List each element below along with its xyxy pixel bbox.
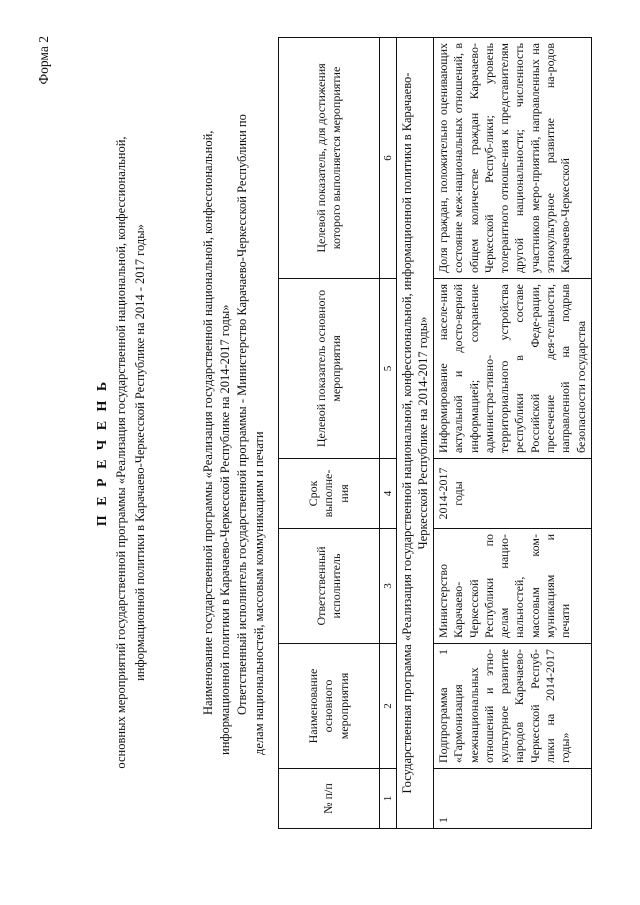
header-goal-indicator: Целевой показатель, для достижения которого выполняется мероприятие [279, 38, 380, 279]
measures-table [278, 37, 592, 829]
header-term: Срок выполне-ния [279, 459, 380, 529]
header-target-indicator: Целевой показатель основного мероприятия [279, 279, 380, 459]
column-number: 3 [380, 529, 397, 644]
header-measure-name: Наименование основного мероприятия [279, 644, 380, 769]
header-number: № п/п [279, 769, 380, 829]
column-number: 1 [380, 769, 397, 829]
row-term: 2014-2017 годы [434, 459, 592, 529]
column-number: 6 [380, 38, 397, 279]
title-block [95, 0, 149, 905]
section-title: Государственная программа «Реализация государственной национальной, конфессиональной, информационной политики в Карачаево-Черкесской Республике на 2014-2017 годы» [397, 38, 434, 829]
form-label: Форма 2 [36, 36, 51, 85]
document-subtitle-line2: информационной политики в Карачаево-Черкесской Республике на 2014 - 2017 годы» [133, 224, 147, 681]
document-title: П Е Р Е Ч Е Н Ь [95, 378, 110, 527]
row-measure-name: Подпрограмма 1 «Гармонизация межнациональных отношений и этно-культурное развитие народов Карачаево-Черкесской Респуб-лики на 2014-2017 годы» [434, 644, 592, 769]
row-goal-indicator: Доля граждан, положительно оценивающих состояние меж-национальных отношений, в общем количестве граждан Карачаево-Черкесской Респуб-лики; уровень толерантного отноше-ния к представителям другой национальности; численность участников меро-приятий, направленных на этнокультурное развитие на-родов Карачаево-Черкесской [434, 38, 592, 279]
column-number: 2 [380, 644, 397, 769]
column-number: 5 [380, 279, 397, 459]
column-number-row [380, 38, 397, 829]
executor-line2: делам национальностей, массовым коммуникациям и печати [252, 431, 266, 755]
executor-line1: Ответственный исполнитель государственной программы - Министерство Карачаево-Черкесской Республики по [235, 114, 249, 715]
column-number: 4 [380, 459, 397, 529]
row-number: 1 [434, 769, 592, 829]
table-row [434, 38, 592, 829]
header-executor: Ответственный исполнитель [279, 529, 380, 644]
row-executor: Министерство Карачаево-Черкесской Республики по делам нацио-нальностей, массовым ком-муникациям и печати [434, 529, 592, 644]
table-header-row [279, 38, 380, 829]
row-target-indicator: Информирование населе-ния актуальной и досто-верной информацией; сохранение администра-тивно-территориального устройства республики в составе Российской Феде-рации, пресечение дея-тельности, направленной на подрыв безопасности государства [434, 279, 592, 459]
program-name-line1: Наименование государственной программы «Реализация государственной национальной, конфессиональной, [201, 130, 215, 715]
program-info [200, 65, 268, 755]
document-subtitle-line1: основных мероприятий государственной программы «Реализация государственной национальной, конфессиональной, [114, 136, 128, 769]
section-row [397, 38, 434, 829]
program-name-line2: информационной политики в Карачаево-Черкесской Республике на 2014-2017 годы» [218, 304, 232, 755]
